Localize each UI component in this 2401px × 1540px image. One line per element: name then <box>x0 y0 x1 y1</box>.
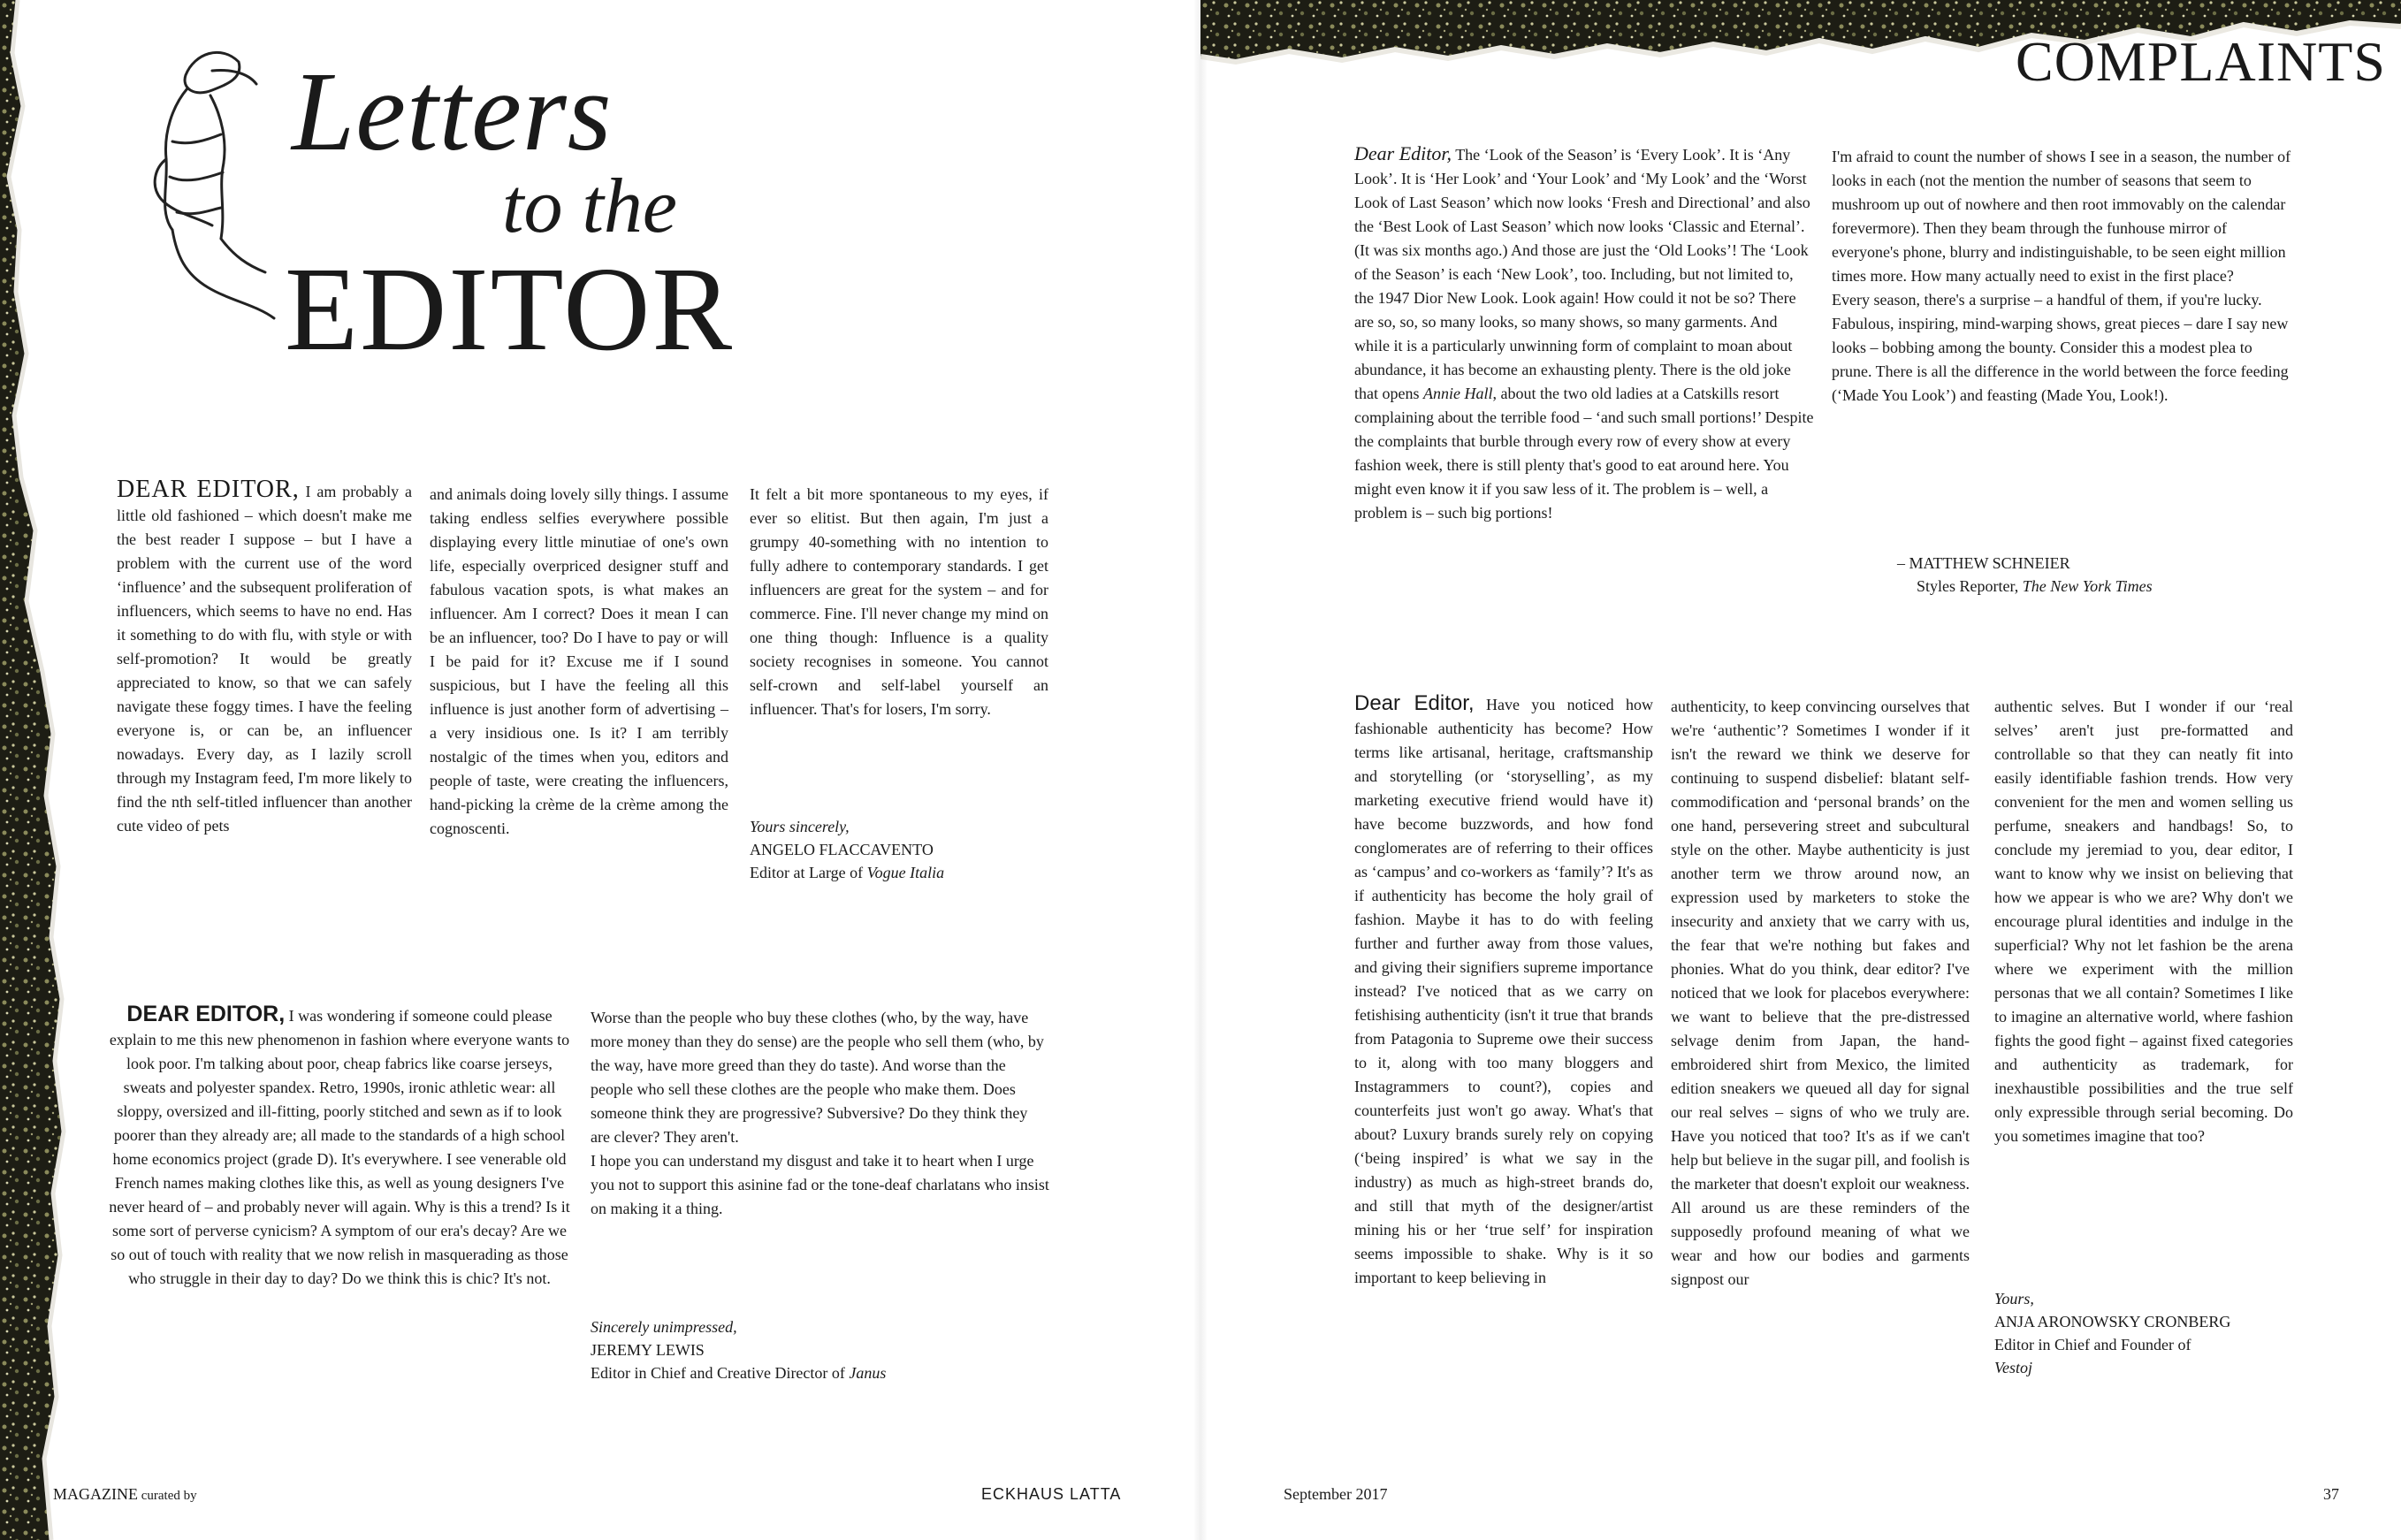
headline-line-2: to the <box>502 164 677 249</box>
letter-text: The ‘Look of the Season’ is ‘Every Look’. It is ‘Any Look’. It is ‘Her Look’ and ‘Your Look’ and ‘My Look’ and the ‘Worst Look of Last Season’ which now looks ‘Fresh and Directional’ and also the ‘Best Look of Last Season’ which now looks ‘Classic and Eternal’. (It was six months ago.) And those are just the ‘Old Looks’! The ‘Look of the Season’ is each ‘New Look’, too. Including, but not limited to, the 1947 Dior New Look. Look again! How could it not be so? There are so, so, so many looks, so many shows, so many garments. And while it is a particularly unwinning form of complaint to moan about abundance, it has become an exhausting plenty. There is the old joke that opens <box>1354 146 1810 402</box>
cronberg-col-2: authenticity, to keep convincing ourselves that we're ‘authentic’? Sometimes I wonder if it isn't the reward we think we deserve for continuing to suspend disbelief: blatant self-commodification and ‘personal brands’ on the one hand, persevering street and subcultural style on the other. Maybe authenticity is just another term we throw around now, an expression used by marketers to stoke the insecurity and anxiety that we carry with us, the fear that we're nothing but fakes and phonies. What do you think, dear editor? I've noticed that we look for placebos everywhere: we want to believe that the pre-distressed selvage denim from Japan, the hand-embroidered shirt from Mexico, the limited edition sneakers we queued all day for signal our real selves – signs of who we truly are. Have you noticed that too? It's as if we can't help but believe in the sugar pill, and foolish is the marketer that doesn't exploit our weakness. All around us are these reminders of the supposedly profound meaning of what we wear and how our bodies and garments signpost our <box>1671 698 1970 1288</box>
letter-lead: Dear Editor, <box>1354 142 1452 164</box>
letter-text-end: , about the two old ladies at a Catskills resort complaining about the terrible food – ‘and such small portions!’ Despite the complaints that burble through every row of every show at every fashion week, there is still plenty that's good to eat around here. You might even know it if you saw less of it. The problem is – well, a problem is – such big portions! <box>1354 385 1814 522</box>
letter-lead: Dear Editor, <box>1354 691 1475 715</box>
torn-photo-edge-left <box>0 0 69 1540</box>
flaccavento-col-2: and animals doing lovely silly things. I assume taking endless selfies everywhere possible displaying every little minutiae of one's own life, especially overpriced designer stuff and fabulous vacation spots, is what makes an influencer. Am I correct? Does it mean I can be an influencer, too? Do I have to pay or will I be paid for it? Excuse me if I sound suspicious, but I have the feeling all this influence is just another form of advertising – a very insidious one. Is it? I am terribly nostalgic of the times when you, editors and people of taste, were creating the influencers, hand-picking la crème de la crème among the cognoscenti. <box>430 485 728 837</box>
letter-paragraph: I hope you can understand my disgust and take it to heart when I urge you not to support this asinine fad or the tone-deaf charlatans who insist on making it a thing. <box>591 1152 1049 1217</box>
letter-lead: DEAR EDITOR, <box>117 476 300 503</box>
footer-magazine <box>53 1485 197 1504</box>
signature-title <box>591 1361 1068 1384</box>
signature-closing: Sincerely unimpressed, <box>591 1318 737 1336</box>
signature-closing: Yours sincerely, <box>750 818 850 835</box>
letter-text: I am probably a little old fashioned – which doesn't make me the best reader I suppose – but I have a problem with the current use of the word ‘influence’ and the subsequent proliferation of influencers, which seems to have no end. Has it something to do with flu, with style or with self-promotion? It would be greatly appreciated to know, so that we can safely navigate these foggy times. I have the feeling everyone is, or can be, an influencer nowadays. Every day, as I lazily scroll through my Instagram feed, I'm more likely to find the nth self-titled influencer than another cute video of pets <box>117 483 412 835</box>
flaccavento-col-1 <box>117 477 412 838</box>
signature-name: – MATTHEW SCHNEIER <box>1897 554 2070 572</box>
schneier-signature <box>1897 552 2304 598</box>
lewis-col-2 <box>591 1006 1050 1221</box>
signature-publication: The New York Times <box>2022 577 2153 595</box>
signature-closing: Yours, <box>1994 1290 2034 1307</box>
film-title: Annie Hall <box>1423 385 1493 402</box>
signature-title <box>1897 575 2304 598</box>
signature-publication: Vogue Italia <box>866 864 945 881</box>
letter-text: Have you noticed how fashionable authenticity has become? How terms like artisanal, heritage, craftsmanship and storytelling (or ‘storyselling’, as my marketing executive friend would have it) have become buzzwords, and how fond conglomerates are of referring to their offices as ‘campus’ and co-workers as ‘family’? It's as if authenticity has become the holy grail of fashion. Maybe it has to do with feeling further and further away from those values, and giving their signifiers supreme importance instead? I've noticed that as we carry on fetishising authenticity (isn't it true that brands from Patagonia to Supreme owe their success to it, along with too many bloggers and Instagrammers to count?), copies and counterfeits just won't go away. What's that about? Luxury brands surely rely on copying (‘being inspired’ is what we say in the industry) as much as high-street brands do, and still that myth of the designer/artist mining his or her ‘true self’ for inspiration seems impossible to shake. Why is it so important to keep believing in <box>1354 696 1653 1286</box>
footer-brand: ECKHAUS LATTA <box>981 1485 1122 1503</box>
signature-publication: Vestoj <box>1994 1359 2032 1376</box>
section-title: COMPLAINTS <box>2016 30 2386 93</box>
signature-name: ANGELO FLACCAVENTO <box>750 841 934 858</box>
flaccavento-col-3: It felt a bit more spontaneous to my eyes, if ever so elitist. But then again, I'm just a grumpy 40-something with no intention to fully adhere to contemporary standards. I get influencers are great for the system – and for commerce. Fine. I'll never change my mind on one thing though: Influence is a quality society recognises in someone. You cannot self-crown and self-label yourself an influencer. That's for losers, I'm sorry. <box>750 485 1048 718</box>
letter-text: I was wondering if someone could please explain to me this new phenomenon in fashion where everyone wants to look poor. I'm talking about poor, cheap fabrics like coarse jerseys, sweats and polyester spandex. Retro, 1990s, ironic athletic wear: all sloppy, oversized and ill-fitting, poorly stitched and sewn as if to look poorer than they already are; all made to the standards of a high school home economics project (grade D). It's everywhere. I see venerable old French names making clothes like this, as well as young designers I've never heard of – and probably never will again. Why is this a trend? Is it some sort of perverse cynicism? A symptom of our era's decay? Are we so out of touch with reality that we now relish in masquerading as those who struggle in their day to day? Do we think this is chic? It's not. <box>109 1007 570 1287</box>
signature-name: ANJA ARONOWSKY CRONBERG <box>1994 1313 2231 1330</box>
signature-role: Editor in Chief and Founder of <box>1994 1336 2191 1353</box>
headline-line-1: Letters <box>292 49 613 174</box>
letter-paragraph: Worse than the people who buy these clothes (who, by the way, have more money than they do sense) are the people who sell them (who, by the way, have more greed than they do taste). And worse than the people who sell these clothes are the people who make them. Does someone think they are progressive? Subversive? Do they think they are clever? They aren't. <box>591 1009 1044 1146</box>
signature-title <box>750 861 1050 884</box>
footer-date: September 2017 <box>1284 1485 1388 1503</box>
schneier-col-1 <box>1354 141 1814 525</box>
lewis-signature <box>591 1315 1068 1384</box>
lewis-col-1 <box>108 1003 571 1291</box>
cronberg-col-3: authentic selves. But I wonder if our ‘real selves’ aren't just pre-formatted and controllable so that they can neatly fit into easily identifiable fashion trends. How very convenient for the men and women selling us perfume, sneakers and handbags! So, to conclude my jeremiad to you, dear editor, I want to know why we insist on believing that how we appear is who we are? Why don't we encourage plural identities and indulge in the superficial? Why not let fashion be the arena where we experiment with the million personas that we all contain? Sometimes I like to imagine an alternative world, where fashion fights the good fight – against fixed categories and authenticity as trademark, for inexhaustible possibilities and the true self only expressible through serial becoming. Do you sometimes imagine that too? <box>1994 698 2293 1145</box>
schneier-col-2 <box>1832 145 2291 408</box>
signature-role: Editor at Large of <box>750 864 867 881</box>
letter-lead: DEAR EDITOR, <box>126 1002 286 1026</box>
cronberg-col-1 <box>1354 691 1653 1290</box>
letter-paragraph: Every season, there's a surprise – a handful of them, if you're lucky. Fabulous, inspiring, mind-warping shows, great pieces – dare I say new looks – bobbing among the bounty. Consider this a modest plea to prune. There is all the difference in the world between the force feeding (‘Made You Look’) and feasting (Made You, Look!). <box>1832 291 2289 404</box>
signature-name: JEREMY LEWIS <box>591 1341 705 1359</box>
footer-magazine-name: MAGAZINE <box>53 1485 138 1503</box>
letter-paragraph: I'm afraid to count the number of shows I see in a season, the number of looks in each (not the mention the number of seasons that seem to mushroom up out of nowhere and then root immovably on the calendar forevermore). Then they beam through the funhouse mirror of everyone's phone, blurry and indistinguishable, to be seen eight million times more. How many actually need to exist in the first place? <box>1832 148 2291 285</box>
cronberg-signature <box>1994 1287 2313 1379</box>
flaccavento-signature <box>750 815 1050 884</box>
signature-role: Editor in Chief and Creative Director of <box>591 1364 850 1382</box>
page-gutter <box>1193 0 1208 1540</box>
page-number: 37 <box>2323 1485 2339 1503</box>
signature-role: Styles Reporter, <box>1917 577 2023 595</box>
footer-curated: curated by <box>138 1489 197 1503</box>
headline-line-3: EDITOR <box>285 243 735 376</box>
signature-publication: Janus <box>849 1364 887 1382</box>
